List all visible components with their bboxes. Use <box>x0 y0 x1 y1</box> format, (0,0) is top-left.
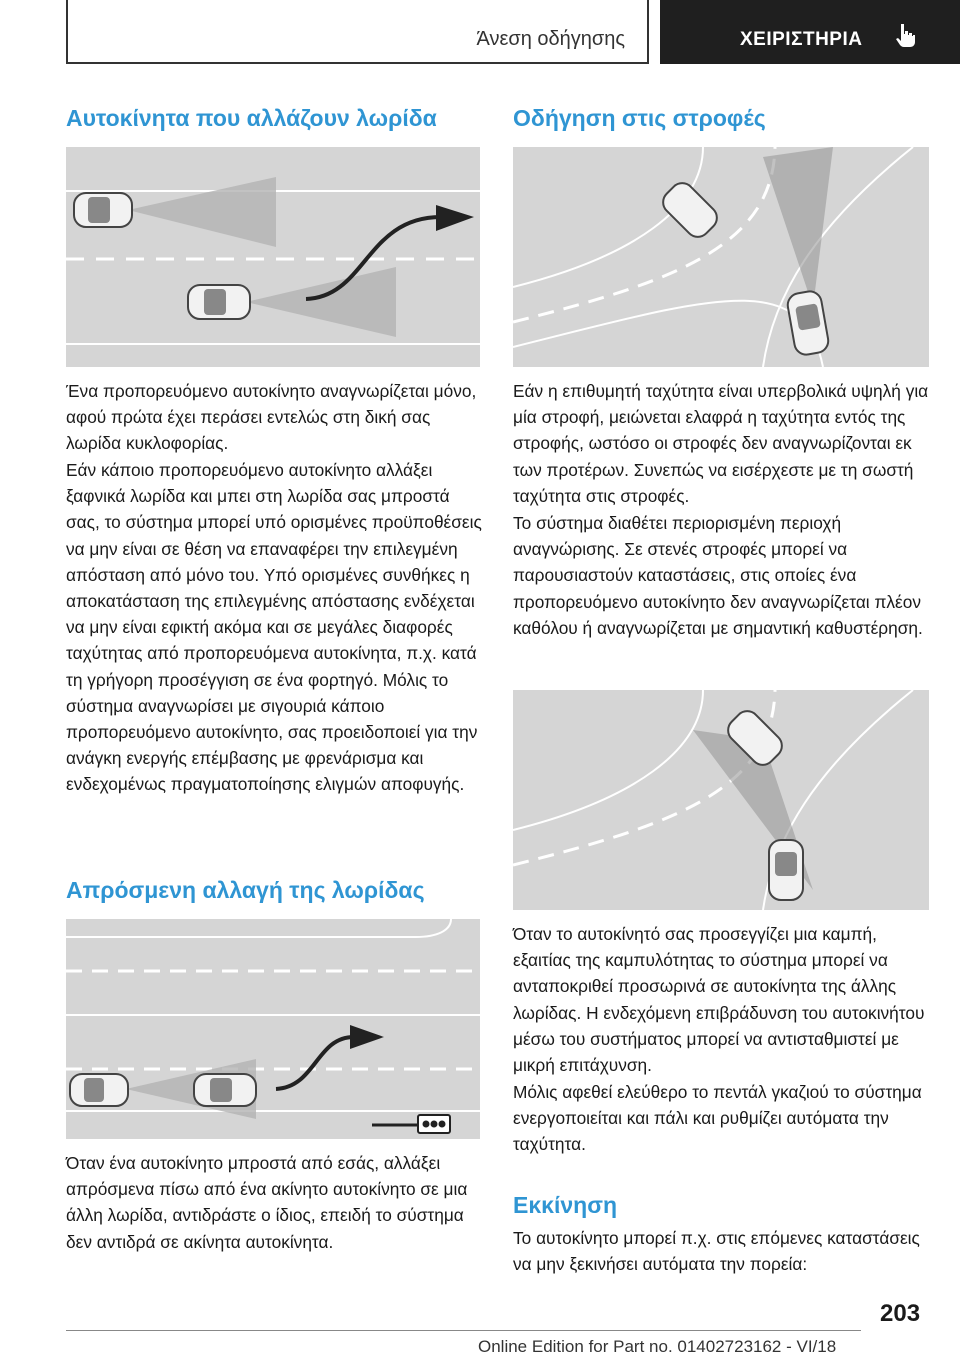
hand-pointer-icon <box>892 22 918 48</box>
curve-driving-illustration <box>513 147 929 367</box>
paragraph: Εάν η επιθυμητή ταχύτητα είναι υπερβολικά υψηλή για μία στροφή, μειώνεται ελαφρά η ταχύτητα εντός της στροφής, ωστόσο οι στροφές δεν αναγνωρίζονται εκ των προτέρων. Συνεπώς να εισέρχεστε με τη σωστή ταχύτητα στις στροφές. <box>513 381 929 506</box>
paragraph: Το σύστημα διαθέτει περιορισμένη περιοχή αναγνώρισης. Σε στενές στροφές μπορεί να παρουσιαστούν καταστάσεις, στις οποίες ένα προπορευόμενο αυτοκίνητο δεν αναγνωρίζεται πλέον καθόλου ή αναγνωρίζεται με σημαντική καθυστέρηση. <box>513 513 923 638</box>
car-icon <box>188 285 250 319</box>
page-number: 203 <box>880 1300 921 1327</box>
unexpected-lane-change-illustration <box>66 919 480 1139</box>
figure-unexpected-lane-change <box>66 919 480 1139</box>
chapter-title: ΧΕΙΡΙΣΤΗΡΙΑ <box>740 29 863 50</box>
footer-divider <box>66 1330 861 1331</box>
lane-change-illustration <box>66 147 480 367</box>
paragraph: Το αυτοκίνητο μπορεί π.χ. στις επόμενες καταστάσεις να μην ξεκινήσει αυτόματα την πορεία: <box>513 1228 920 1275</box>
figure-curve-2 <box>513 690 929 910</box>
paragraph: Εάν κάποιο προπορευόμενο αυτοκίνητο αλλάξει ξαφνικά λωρίδα και μπει στη λωρίδα σας μπροστά σας, το σύστημα μπορεί υπό ορισμένες προϋποθέσεις να μην είναι σε θέση να επαναφέρει την επιλεγμένη απόσταση από μόνο του. Υπό ορισμένες συνθήκες η αποκατάσταση της επιλεγμένης απόστασης ενδέχεται να μην είναι εφικτή ακόμα και σε μεγάλες διαφορές ταχύτητας από προπορευόμενα αυτοκίνητα, π.χ. κατά τη γρήγορη προσέγγιση σε ένα φορτηγό. Μόλις το σύστημα αναγνωρίσει με σιγουριά κάποιο προπορευόμενο αυτοκίνητο, σας προειδοποιεί για την ανάγκη ενεργής επέμβασης με φρενάρισμα και ενδεχομένως πραγματοποίησης ελιγμών αποφυγής. <box>66 460 482 795</box>
heading-unexpected-lane-change: Απρόσμενη αλλαγή της λωρίδας <box>66 877 425 903</box>
car-icon <box>70 1074 128 1106</box>
curve-other-lane-illustration <box>513 690 929 910</box>
paragraph: Μόλις αφεθεί ελεύθερο το πεντάλ γκαζιού το σύστημα ενεργοποιείται και πάλι και ρυθμίζει αυτόματα την ταχύτητα. <box>513 1082 922 1155</box>
chapter-tab <box>660 0 960 64</box>
heading-cars-changing-lane: Αυτοκίνητα που αλλάζουν λωρίδα <box>66 105 437 131</box>
car-icon <box>74 193 132 227</box>
heading-starting: Εκκίνηση <box>513 1192 618 1218</box>
paragraph: Ένα προπορευόμενο αυτοκίνητο αναγνωρίζεται μόνο, αφού πρώτα έχει περάσει εντελώς στη δική σας λωρίδα κυκλοφορίας. <box>66 381 477 454</box>
paragraph: Όταν το αυτοκίνητό σας προσεγγίζει μια καμπή, εξαιτίας της καμπυλότητας το σύστημα μπορεί να ανταποκριθεί προσωρινά σε αυτοκίνητα της άλλης λωρίδας. Η ενδεχόμενη επιβράδυνση του αυτοκινήτου μέσω του συστήματος μπορεί να αντισταθμιστεί με μικρή επιτάχυνση. <box>513 924 925 1076</box>
edition-note: Online Edition for Part no. 01402723162 - VI/18 <box>478 1337 837 1356</box>
header-section-box <box>66 0 649 64</box>
section-title: Άνεση οδήγησης <box>476 28 625 50</box>
car-icon <box>194 1074 256 1106</box>
figure-curve-1 <box>513 147 929 367</box>
figure-lane-change <box>66 147 480 367</box>
heading-driving-in-curves: Οδήγηση στις στροφές <box>513 105 766 131</box>
car-icon <box>769 840 803 900</box>
paragraph: Όταν ένα αυτοκίνητο μπροστά από εσάς, αλλάξει απρόσμενα πίσω από ένα ακίνητο αυτοκίνητο σε μια άλλη λωρίδα, αντιδράστε ο ίδιος, επειδή το σύστημα δεν αντιδρά σε ακίνητα αυτοκίνητα. <box>66 1153 468 1252</box>
